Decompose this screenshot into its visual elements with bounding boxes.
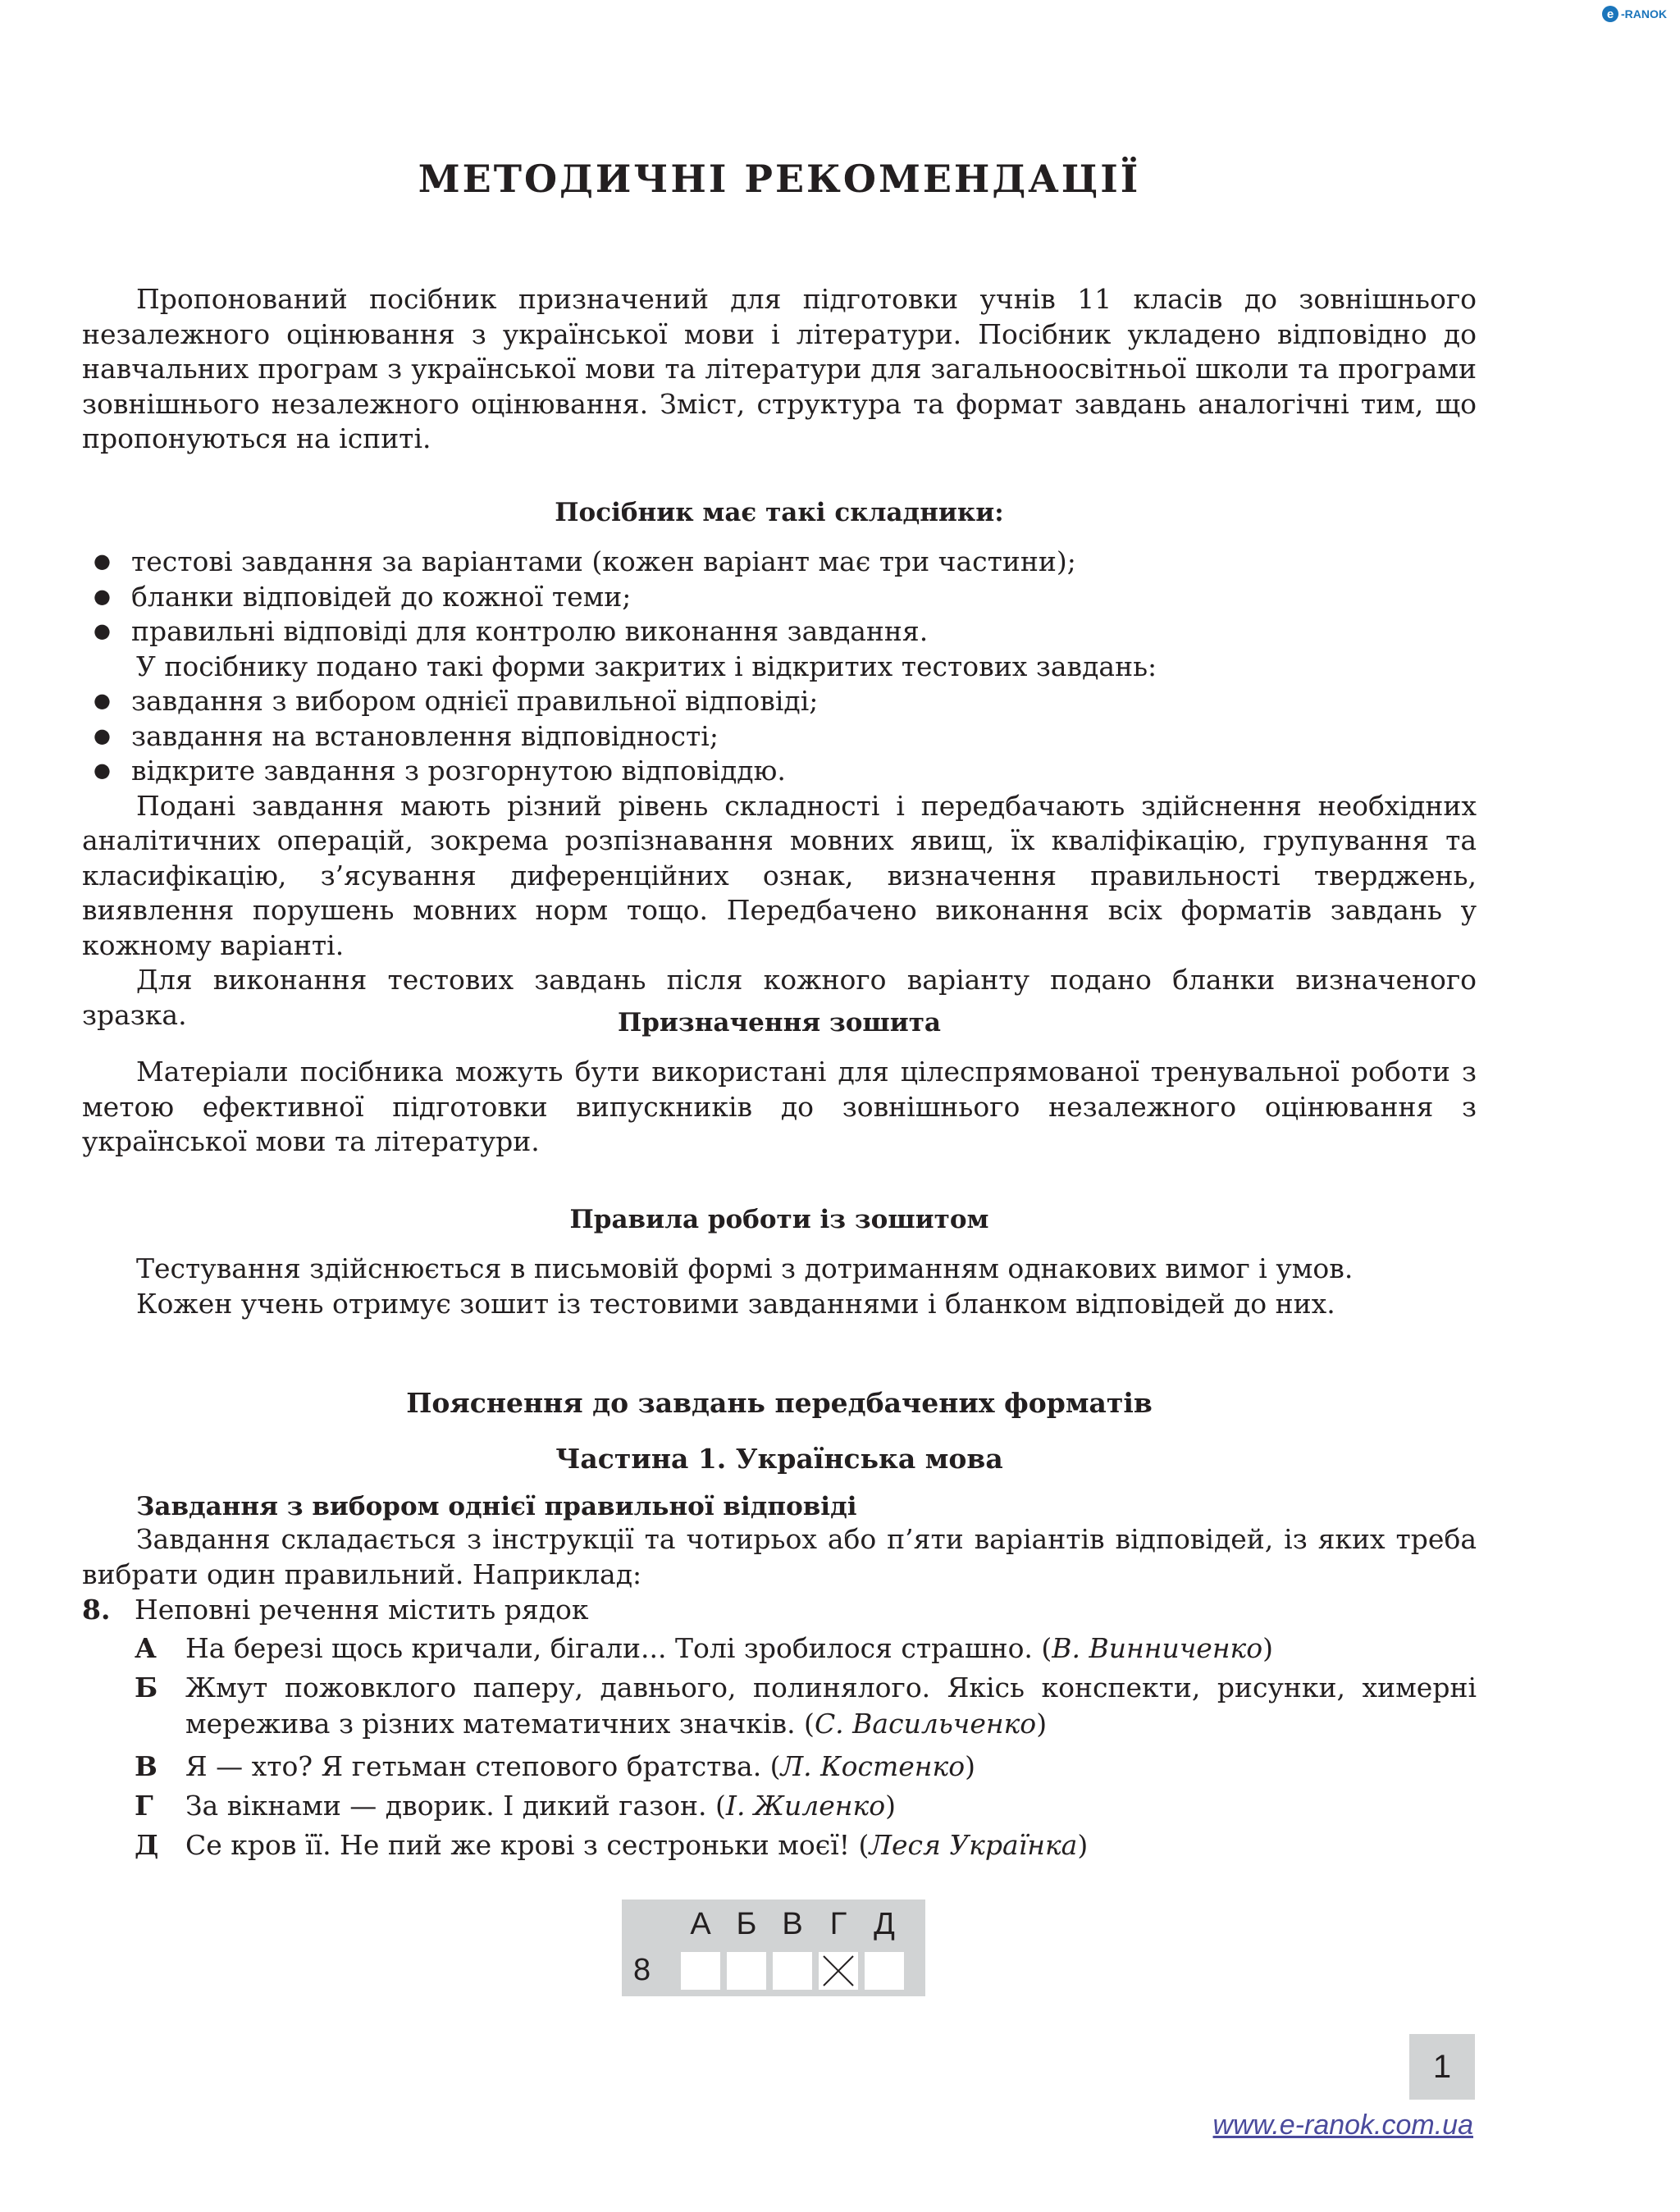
svg-text:-RANOK: -RANOK [1621,7,1667,21]
forms-list [82,684,1477,789]
answer-cell[interactable] [865,1952,904,1990]
difficulty-paragraph: Подані завдання мають різний рівень складності і передбачають здійснення необхідних аналітичних операцій, зокрема розпізнавання мовних явищ, їх кваліфікацію, групування та класифікацію, з’ясування диференційних ознак, визначення правильності тверджень, виявлення порушень мовних норм тощо. Передбачено виконання всіх форматів завдань у кожному варіанті. [82,789,1477,961]
answer-grid [622,1900,925,1996]
bullet-icon: ● [94,584,111,608]
rules-heading: Правила роботи із зошитом [569,1205,989,1234]
option-author: І. Жиленко [725,1790,886,1822]
grid-header: Б [736,1907,757,1941]
option-text: Жмут пожовклого паперу, давнього, полинялого. Якісь конспекти, рисунки, химерні мережива з різних математичних значків. ( [185,1672,1477,1740]
task-number: 8. [82,1594,111,1626]
list-item: ● правильні відповіді для контролю виконання завдання. [94,615,929,647]
forms-intro: У посібнику подано такі форми закритих і відкритих тестових завдань: [136,650,1157,682]
intro-paragraph: Пропонований посібник призначений для підготовки учнів 11 класів до зовнішнього незалежного оцінювання з української мови і літератури. Посібник укладено відповідно до навчальних програм з української мови та літератури для загальноосвітньої школи та програми зовнішнього незалежного оцінювання. Зміст, структура та формат завдань аналогічні тим, що пропонуються на іспиті. [82,283,1477,454]
grid-header: Д [874,1907,895,1941]
blanks-paragraph: Для виконання тестових завдань після кожного варіанту подано бланки визначеного зразка. [82,964,1477,1031]
purpose-paragraph: Матеріали посібника можуть бути використані для цілеспрямованої тренувальної роботи з метою ефективної підготовки випускників до зовнішнього незалежного оцінювання з української мови та літератури. [82,1056,1477,1157]
svg-text:e: e [1606,7,1614,21]
components-heading: Посібник має такі складники: [555,498,1004,527]
answer-cell[interactable] [727,1952,766,1990]
option-author: Л. Костенко [780,1750,966,1782]
option-letter: Д [135,1829,159,1861]
rules-text-block [82,1252,1477,1321]
page-number: 1 [1409,2034,1475,2100]
option-letter: Г [135,1790,153,1822]
rules-heading-block [82,1202,1477,1237]
list-item: ● завдання з вибором однієї правильної відповіді; [94,685,819,717]
option-author: С. Васильченко [814,1708,1037,1740]
explanations-heading: Пояснення до завдань передбачених форматів [406,1387,1153,1419]
list-item: ● тестові завдання за варіантами (кожен варіант має три частини); [94,545,1076,577]
list-item: ● завдання на встановлення відповідності; [94,719,719,752]
option-text: За вікнами — дворик. І дикий газон. ( [185,1790,726,1822]
option-letter: Б [135,1672,158,1703]
answer-cell[interactable] [773,1952,812,1990]
answer-option: А На березі щось кричали, бігали... Толі зробилося страшно. (В. Винниченко) [135,1630,1477,1667]
answer-cell[interactable] [681,1952,720,1990]
bullet-icon: ● [94,759,111,782]
e-ranok-logo [1601,3,1675,25]
answer-cell-marked[interactable] [819,1952,858,1990]
answer-option: Б Жмут пожовклого паперу, давнього, полинялого. Якісь конспекти, рисунки, химерні мережива з різних математичних значків. (С. Васильченко) [135,1672,1477,1740]
task-type-subheading: Завдання з вибором однієї правильної відповіді [136,1492,857,1521]
grid-row-label: 8 [633,1953,651,1987]
components-heading-block [82,495,1477,530]
option-author: В. Винниченко [1052,1632,1263,1664]
part-heading: Частина 1. Українська мова [555,1443,1003,1475]
bullet-icon: ● [94,723,111,747]
cross-mark-icon [819,1952,858,1990]
purpose-heading: Призначення зошита [617,1008,942,1038]
subheading-block [82,1489,1477,1524]
components-list [82,545,1477,650]
purpose-heading-block [82,1006,1477,1040]
e-ranok-logo-icon [1601,3,1675,25]
bullet-icon: ● [94,619,111,642]
website-link[interactable]: www.e-ranok.com.ua [1212,2109,1473,2141]
components-list-block [82,545,1477,1033]
answer-option: Г За вікнами — дворик. І дикий газон. (І. Жиленко) [135,1788,1477,1824]
explanations-heading-block [82,1386,1477,1421]
bullet-icon: ● [94,550,111,572]
answer-option: Д Се кров її. Не пий же крові з сестроньки моєї! (Леся Українка) [135,1827,1477,1863]
page-title: МЕТОДИЧНІ РЕКОМЕНДАЦІЇ [418,157,1141,201]
list-item: ● відкрите завдання з розгорнутою відповіддю. [94,755,786,787]
part-heading-block [82,1442,1477,1476]
option-text: Се кров її. Не пий же крові з сестроньки моєї! ( [185,1829,870,1861]
option-author: Леся Українка [869,1829,1078,1861]
explanations-paragraph: Завдання складається з інструкції та чотирьох або п’яти варіантів відповідей, із яких треба вибрати один правильний. Наприклад: [82,1523,1477,1590]
answer-option: В Я — хто? Я гетьман степового братства. (Л. Костенко) [135,1749,1477,1785]
intro-block [82,282,1477,457]
rules-line-1: Тестування здійснюється в письмовій формі з дотриманням однакових вимог і умов. [136,1252,1354,1284]
grid-header: Г [829,1907,847,1941]
option-text: На березі щось кричали, бігали... Толі зробилося страшно. ( [185,1632,1052,1664]
explanations-text-block [82,1522,1477,1592]
rules-line-2: Кожен учень отримує зошит із тестовими завданнями і бланком відповідей до них. [136,1287,1335,1320]
option-letter: В [135,1750,158,1782]
bullet-icon: ● [94,689,111,712]
purpose-text-block [82,1055,1477,1160]
task-question: Неповні речення містить рядок [135,1594,589,1626]
option-letter: А [135,1632,157,1664]
option-text: Я — хто? Я гетьман степового братства. ( [185,1750,781,1782]
grid-header: А [690,1907,711,1941]
grid-header: В [782,1907,803,1941]
list-item: ● бланки відповідей до кожної теми; [94,580,632,613]
